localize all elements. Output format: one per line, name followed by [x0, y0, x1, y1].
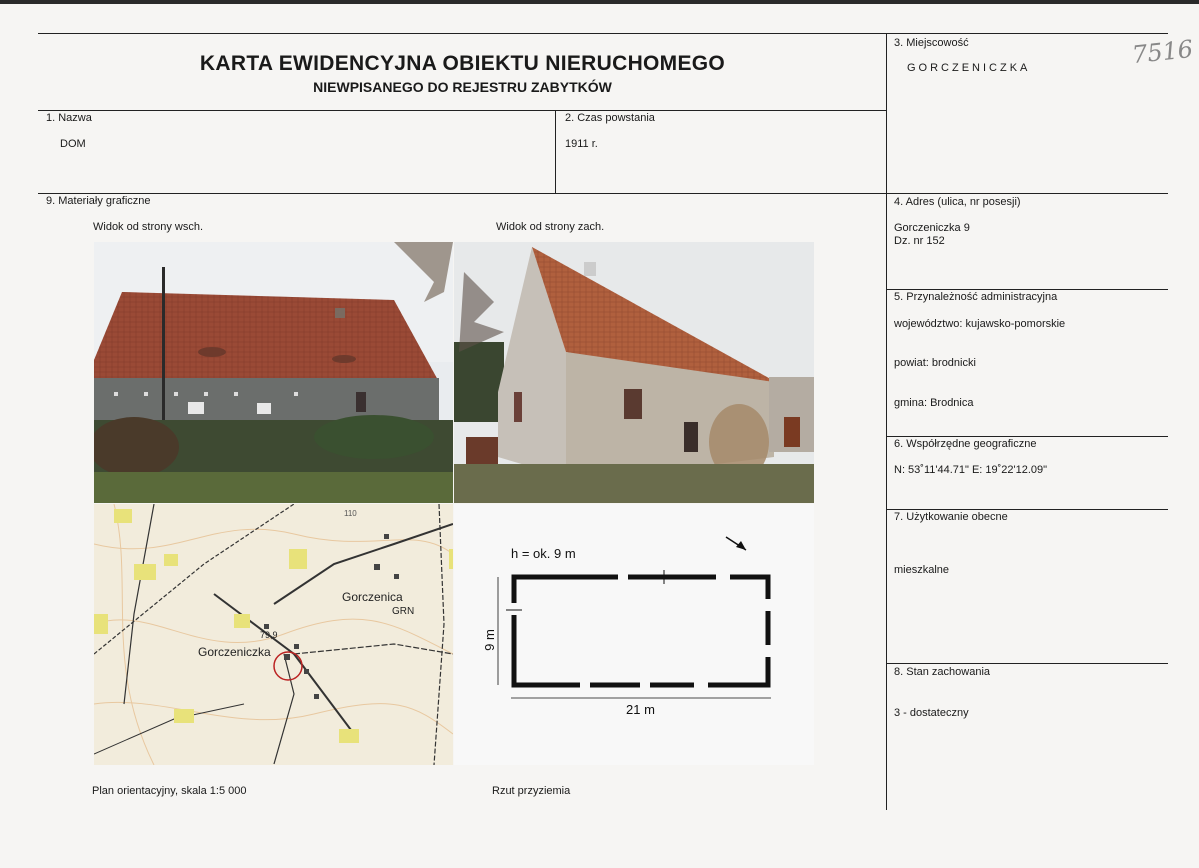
map-label-gorczeniczka: Gorczeniczka [198, 645, 271, 659]
adres-line2: Dz. nr 152 [894, 235, 945, 247]
floor-plan [454, 504, 814, 765]
plan-depth-label: 9 m [482, 629, 497, 651]
card-subtitle: NIEWPISANEGO DO REJESTRU ZABYTKÓW [313, 79, 612, 95]
nazwa-value: DOM [60, 138, 86, 150]
map-label-grid: 110 [344, 509, 357, 518]
rule-section-9 [38, 193, 1168, 194]
stan-label: 8. Stan zachowania [894, 666, 991, 678]
rule-header-bottom [38, 110, 886, 111]
photo-west-view [454, 242, 814, 503]
wojewodztwo-value: województwo: kujawsko-pomorskie [894, 318, 1066, 330]
map-label-gorczenica: Gorczenica [342, 590, 403, 604]
czas-value: 1911 r. [565, 138, 598, 150]
miejscowosc-label: 3. Miejscowość [894, 37, 969, 49]
photo-east-view [94, 242, 453, 503]
gmina-value: gmina: Brodnica [894, 397, 974, 409]
uzytkowanie-label: 7. Użytkowanie obecne [894, 511, 1008, 523]
map-label-grn: GRN [392, 606, 415, 617]
map-caption: Plan orientacyjny, skala 1:5 000 [92, 785, 247, 797]
rule-name-time-divider [555, 110, 556, 193]
orientation-map [94, 504, 453, 765]
wspolrzedne-value: N: 53˚11'44.71" E: 19˚22'12.09" [894, 464, 1048, 476]
rule-section-5 [886, 289, 1168, 290]
czas-label: 2. Czas powstania [565, 112, 655, 124]
powiat-value: powiat: brodnicki [894, 357, 976, 369]
rule-section-8 [886, 663, 1168, 664]
photo2-caption: Widok od strony zach. [496, 221, 605, 233]
uzytkowanie-value: mieszkalne [894, 564, 950, 576]
materialy-label: 9. Materiały graficzne [46, 195, 151, 207]
rule-right-column [886, 33, 887, 810]
handwritten-number: 7516 [1130, 34, 1195, 70]
rule-top [38, 33, 1168, 34]
card-title: KARTA EWIDENCYJNA OBIEKTU NIERUCHOMEGO [199, 52, 726, 75]
scan-top-edge [0, 0, 1199, 4]
adres-line1: Gorczeniczka 9 [894, 222, 970, 234]
rule-section-7 [886, 509, 1168, 510]
przynaleznosc-label: 5. Przynależność administracyjna [894, 291, 1058, 303]
map-label-elevation: 79,9 [260, 630, 278, 640]
stan-value: 3 - dostateczny [894, 707, 969, 719]
rule-section-6 [886, 436, 1168, 437]
plan-width-label: 21 m [626, 702, 655, 717]
adres-label: 4. Adres (ulica, nr posesji) [894, 196, 1021, 208]
miejscowosc-value: GORCZENICZKA [907, 62, 1031, 74]
nazwa-label: 1. Nazwa [46, 112, 92, 124]
plan-caption: Rzut przyziemia [492, 785, 571, 797]
photo1-caption: Widok od strony wsch. [93, 221, 204, 233]
plan-height-label: h = ok. 9 m [511, 546, 576, 561]
wspolrzedne-label: 6. Współrzędne geograficzne [894, 438, 1037, 450]
